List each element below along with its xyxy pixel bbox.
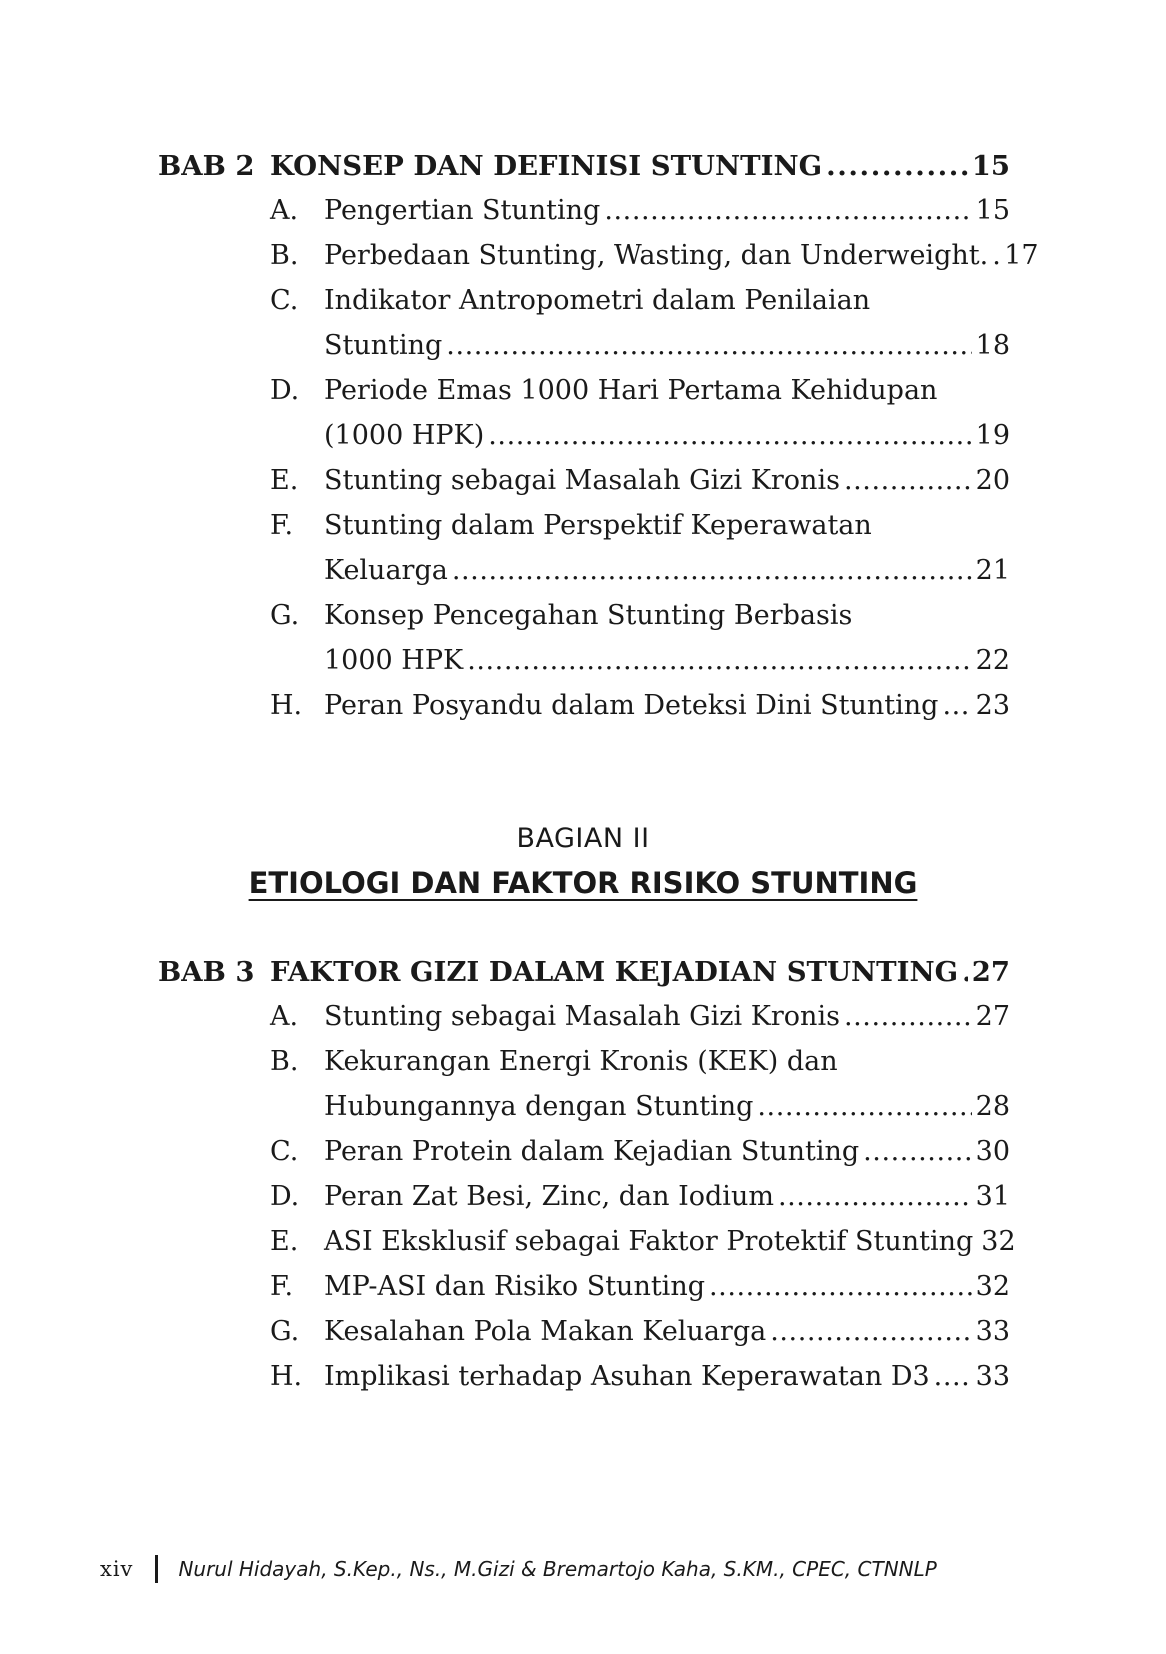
dot-leader bbox=[488, 414, 971, 458]
dot-leader bbox=[863, 1130, 972, 1174]
toc-item-2c-continued[interactable] bbox=[324, 324, 1010, 368]
item-letter: G. bbox=[270, 600, 300, 631]
item-letter: H. bbox=[270, 1361, 303, 1392]
footer-authors: Nurul Hidayah, S.Kep., Ns., M.Gizi & Bremartojo Kaha, S.KM., CPEC, CTNNLP bbox=[178, 1557, 937, 1581]
footer-divider bbox=[155, 1555, 158, 1583]
toc-item-2d[interactable] bbox=[270, 369, 1010, 413]
item-title: Stunting sebagai Masalah Gizi Kronis bbox=[324, 1001, 840, 1032]
item-title: Kesalahan Pola Makan Keluarga bbox=[324, 1316, 767, 1347]
item-title: Konsep Pencegahan Stunting Berbasis bbox=[324, 600, 853, 631]
item-letter: C. bbox=[270, 1136, 299, 1167]
item-letter: E. bbox=[270, 465, 299, 496]
dot-leader bbox=[942, 684, 971, 728]
dot-leader bbox=[778, 1175, 972, 1219]
toc-item-3g[interactable] bbox=[270, 1310, 1010, 1354]
dot-leader bbox=[604, 189, 971, 233]
toc-item-2f-continued[interactable] bbox=[324, 549, 1010, 593]
item-letter: E. bbox=[270, 1226, 299, 1257]
toc-item-3b[interactable] bbox=[270, 1040, 1010, 1084]
item-letter: D. bbox=[270, 375, 300, 406]
item-title: Indikator Antropometri dalam Penilaian bbox=[324, 285, 871, 316]
item-page: 32 bbox=[981, 1226, 1016, 1257]
item-title: Stunting sebagai Masalah Gizi Kronis bbox=[324, 465, 840, 496]
item-letter: A. bbox=[270, 1001, 299, 1032]
toc-item-2h[interactable] bbox=[270, 684, 1010, 728]
chapter-page: 27 bbox=[971, 956, 1010, 988]
item-title: Peran Zat Besi, Zinc, dan Iodium bbox=[324, 1181, 774, 1212]
dot-leader bbox=[770, 1310, 971, 1354]
toc-item-3b-continued[interactable] bbox=[324, 1085, 1010, 1129]
item-title-continued: (1000 HPK) bbox=[324, 420, 485, 451]
item-letter: D. bbox=[270, 1181, 300, 1212]
item-page: 30 bbox=[975, 1136, 1010, 1167]
item-page: 21 bbox=[975, 555, 1010, 586]
item-title-continued: Hubungannya dengan Stunting bbox=[324, 1091, 754, 1122]
item-page: 17 bbox=[1004, 240, 1039, 271]
item-title: Stunting dalam Perspektif Keperawatan bbox=[324, 510, 872, 541]
toc-item-2d-continued[interactable] bbox=[324, 414, 1010, 458]
item-title: Peran Posyandu dalam Deteksi Dini Stunting bbox=[324, 690, 939, 721]
toc-item-2f[interactable] bbox=[270, 504, 1010, 548]
toc-item-2e[interactable] bbox=[270, 459, 1010, 503]
dot-leader bbox=[844, 459, 972, 503]
dot-leader bbox=[709, 1265, 972, 1309]
part-label: BAGIAN II bbox=[516, 823, 650, 854]
item-title: ASI Eksklusif sebagai Faktor Protektif Stunting bbox=[324, 1226, 974, 1257]
item-title-continued: Keluarga bbox=[324, 555, 448, 586]
toc-chapter-3[interactable] bbox=[158, 950, 1010, 994]
toc-item-3a[interactable] bbox=[270, 995, 1010, 1039]
item-page: 32 bbox=[975, 1271, 1010, 1302]
chapter-number: BAB 2 bbox=[158, 150, 255, 182]
chapter-title: FAKTOR GIZI DALAM KEJADIAN STUNTING bbox=[270, 956, 959, 988]
dot-leader bbox=[467, 639, 971, 683]
item-letter: H. bbox=[270, 690, 303, 721]
toc-chapter-2[interactable] bbox=[158, 144, 1010, 188]
item-title-continued: Stunting bbox=[324, 330, 443, 361]
item-letter: B. bbox=[270, 240, 299, 271]
page-footer bbox=[100, 1555, 937, 1583]
item-title: Kekurangan Energi Kronis (KEK) dan bbox=[324, 1046, 838, 1077]
item-page: 33 bbox=[975, 1316, 1010, 1347]
toc-item-2c[interactable] bbox=[270, 279, 1010, 323]
chapter-title: KONSEP DAN DEFINISI STUNTING bbox=[270, 150, 823, 182]
toc-item-3c[interactable] bbox=[270, 1130, 1010, 1174]
toc-item-2g-continued[interactable] bbox=[324, 639, 1010, 683]
item-page: 20 bbox=[975, 465, 1010, 496]
item-letter: F. bbox=[270, 1271, 294, 1302]
dot-leader bbox=[962, 950, 968, 994]
item-letter: B. bbox=[270, 1046, 299, 1077]
item-title: Periode Emas 1000 Hari Pertama Kehidupan bbox=[324, 375, 938, 406]
toc-item-2b[interactable] bbox=[270, 234, 1039, 278]
dot-leader bbox=[992, 234, 1000, 278]
toc-item-3d[interactable] bbox=[270, 1175, 1010, 1219]
item-title: Implikasi terhadap Asuhan Keperawatan D3 bbox=[324, 1361, 930, 1392]
item-page: 33 bbox=[975, 1361, 1010, 1392]
dot-leader bbox=[452, 549, 972, 593]
item-letter: G. bbox=[270, 1316, 300, 1347]
toc-item-2g[interactable] bbox=[270, 594, 1010, 638]
item-letter: F. bbox=[270, 510, 294, 541]
dot-leader bbox=[826, 144, 968, 188]
item-page: 15 bbox=[975, 195, 1010, 226]
chapter-number: BAB 3 bbox=[158, 956, 255, 988]
item-page: 31 bbox=[975, 1181, 1010, 1212]
toc-item-3f[interactable] bbox=[270, 1265, 1010, 1309]
item-page: 28 bbox=[975, 1091, 1010, 1122]
item-page: 27 bbox=[975, 1001, 1010, 1032]
dot-leader bbox=[844, 995, 972, 1039]
part-title: ETIOLOGI DAN FAKTOR RISIKO STUNTING bbox=[248, 866, 918, 900]
item-title: Perbedaan Stunting, Wasting, dan Underweight. bbox=[324, 240, 989, 271]
dot-leader bbox=[446, 324, 971, 368]
dot-leader bbox=[934, 1355, 972, 1399]
item-letter: C. bbox=[270, 285, 299, 316]
item-page: 18 bbox=[975, 330, 1010, 361]
item-title-continued: 1000 HPK bbox=[324, 645, 464, 676]
item-letter: A. bbox=[270, 195, 299, 226]
toc-item-3e[interactable] bbox=[270, 1220, 1016, 1264]
chapter-page: 15 bbox=[971, 150, 1010, 182]
item-page: 22 bbox=[975, 645, 1010, 676]
item-title: MP-ASI dan Risiko Stunting bbox=[324, 1271, 705, 1302]
item-page: 19 bbox=[975, 420, 1010, 451]
item-title: Pengertian Stunting bbox=[324, 195, 601, 226]
item-title: Peran Protein dalam Kejadian Stunting bbox=[324, 1136, 860, 1167]
footer-page-number: xiv bbox=[100, 1557, 134, 1581]
toc-item-2a[interactable] bbox=[270, 189, 1010, 233]
dot-leader bbox=[757, 1085, 971, 1129]
toc-item-3h[interactable] bbox=[270, 1355, 1010, 1399]
item-page: 23 bbox=[975, 690, 1010, 721]
